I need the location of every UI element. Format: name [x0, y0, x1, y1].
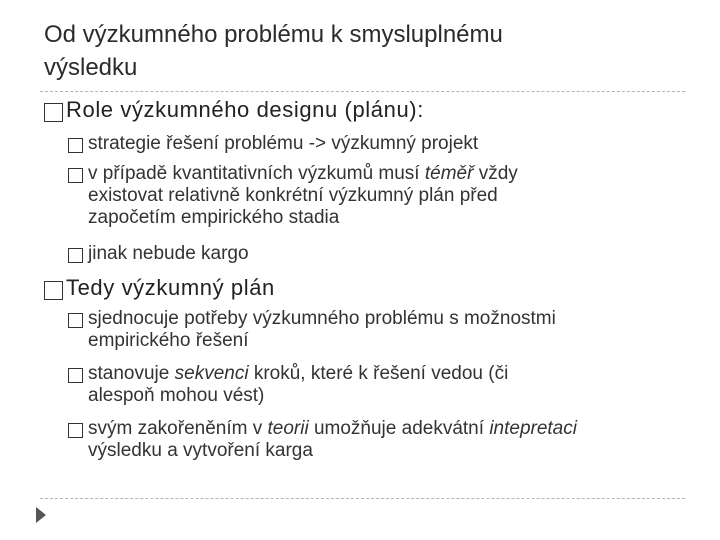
- checkbox-square-icon: [68, 138, 83, 153]
- subbullet-text: strategie řešení problému -> výzkumný projekt: [88, 133, 479, 154]
- emphasis-text: téměř: [424, 163, 474, 184]
- bottom-dashed-divider: [40, 498, 685, 499]
- checkbox-square-icon: [68, 313, 83, 328]
- checkbox-square-icon: [44, 103, 63, 122]
- subbullet-sekvence: [68, 363, 688, 407]
- subbullet-teorie: [68, 418, 688, 462]
- subbullet-continuation: výsledku a vytvoření karga: [88, 440, 313, 461]
- checkbox-square-icon: [68, 423, 83, 438]
- subbullet-text: [68, 418, 688, 440]
- subbullet-kvantitativni: [68, 163, 688, 229]
- bullet-label: Role výzkumného designu (plánu):: [66, 97, 424, 122]
- top-dashed-divider: [40, 91, 685, 92]
- text-part: umožňuje adekvátní: [308, 418, 490, 439]
- slide-title-line-2: výsledku: [44, 54, 138, 81]
- subbullet-text: [68, 363, 688, 385]
- subbullet-text: sjednocuje potřeby výzkumného problému s možnostmi: [88, 308, 556, 329]
- emphasis-text: teorii: [267, 418, 309, 439]
- play-arrow-icon[interactable]: [36, 507, 46, 523]
- subbullet-continuation: existovat relativně konkrétní výzkumný plán před: [88, 185, 498, 206]
- subbullet-kargo: [68, 243, 688, 265]
- text-part: vždy: [473, 163, 518, 184]
- subbullet-text: [68, 163, 688, 185]
- subbullet-continuation: empirického řešení: [88, 330, 249, 351]
- subbullet-continuation: započetím empirického stadia: [88, 207, 340, 228]
- slide-title-line-1: Od výzkumného problému k smysluplnému: [44, 21, 503, 48]
- text-part: kroků, které k řešení vedou (či: [248, 363, 509, 384]
- checkbox-square-icon: [68, 168, 83, 183]
- subbullet-continuation: alespoň mohou vést): [88, 385, 265, 406]
- text-part: v případě kvantitativních výzkumů musí: [88, 163, 425, 184]
- subbullet-text: jinak nebude kargo: [88, 243, 249, 264]
- slide-title: [44, 18, 684, 84]
- checkbox-square-icon: [44, 281, 63, 300]
- emphasis-text: sekvenci: [174, 363, 249, 384]
- subbullet-sjednocuje: [68, 308, 688, 352]
- subbullet-strategie: [68, 133, 688, 155]
- text-part: svým zakořeněním v: [88, 418, 268, 439]
- text-part: stanovuje: [88, 363, 175, 384]
- emphasis-text: intepretaci: [489, 418, 577, 439]
- bullet-label: Tedy výzkumný plán: [66, 275, 275, 300]
- checkbox-square-icon: [68, 248, 83, 263]
- checkbox-square-icon: [68, 368, 83, 383]
